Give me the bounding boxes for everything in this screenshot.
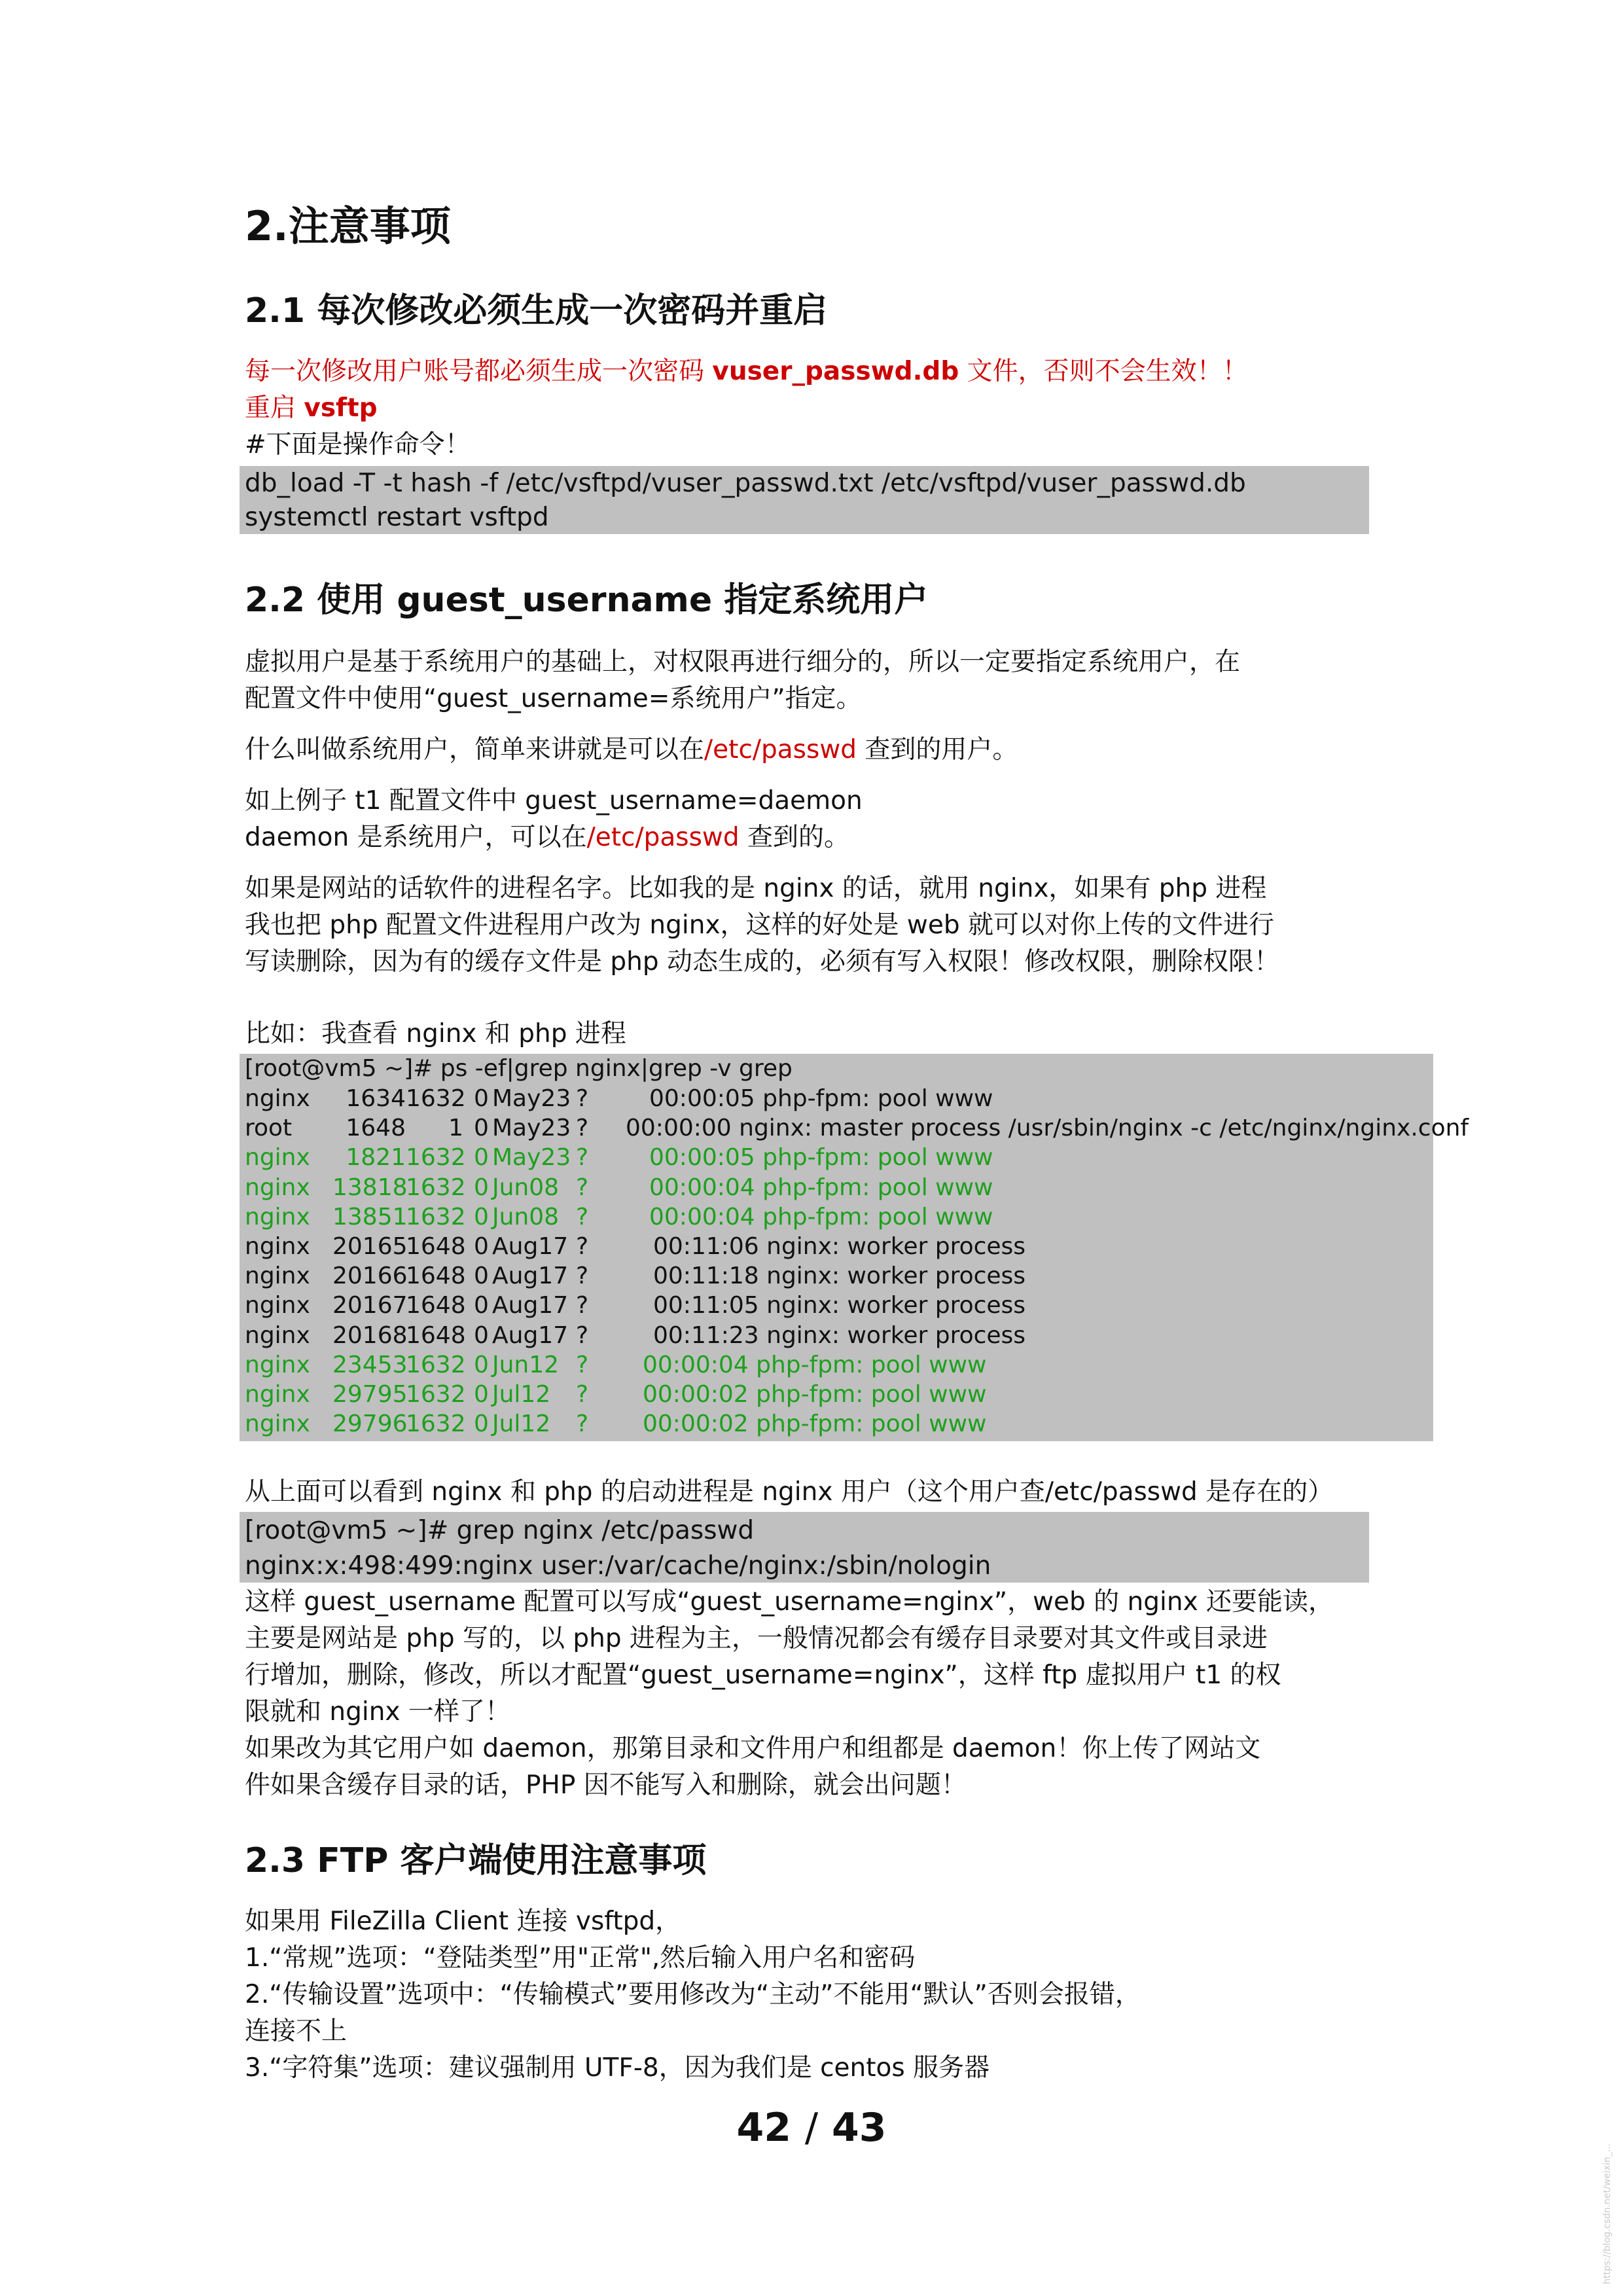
ps-cell-ppid: 1632: [406, 1174, 466, 1201]
ps-cell-stime: Aug17: [492, 1263, 569, 1290]
ps-cell-c: 0: [474, 1144, 489, 1172]
ps-cell-stime: Jul12: [492, 1410, 551, 1438]
ps-cell-user: root: [245, 1115, 293, 1142]
para5-line1: 这样 guest_username 配置可以写成“guest_username=nginx”，web 的 nginx 还要能读，: [245, 1587, 1334, 1617]
after-ps-text: 从上面可以看到 nginx 和 php 的启动进程是 nginx 用户（这个用户查/etc/passwd 是存在的）: [245, 1477, 1334, 1507]
ps-cell-c: 0: [474, 1351, 489, 1378]
heading-2-2-keyword: guest_username: [397, 581, 713, 620]
ps-cell-stime: Aug17: [492, 1321, 569, 1349]
para4-line2: 我也把 php 配置文件进程用户改为 nginx，这样的好处是 web 就可以对你上传的文件进行: [245, 910, 1274, 940]
page-total: 43: [832, 2105, 887, 2151]
para4-line3: 写读删除，因为有的缓存文件是 php 动态生成的，必须有写入权限！修改权限，删除权限！: [245, 947, 1280, 977]
ps-cell-ppid: 1648: [406, 1321, 466, 1349]
ps-cell-tty: ?: [576, 1381, 589, 1408]
para3-line2: [245, 819, 849, 856]
ps-cell-ppid: 1632: [406, 1085, 466, 1112]
ps-cell-ppid: 1632: [406, 1381, 466, 1408]
ps-cell-tty: ?: [576, 1174, 589, 1201]
ps-cell-tty: ?: [576, 1321, 589, 1349]
restart-name: vsftp: [304, 393, 378, 423]
ps-cell-time-cmd: 00:11:23 nginx: worker process: [653, 1321, 1026, 1349]
ps-cell-stime: Jun08: [492, 1203, 560, 1230]
ps-cell-tty: ?: [576, 1351, 589, 1378]
ps-cell-c: 0: [474, 1292, 489, 1319]
para3-prefix: daemon 是系统用户，可以在: [245, 823, 587, 852]
ps-cell-pid: 20166: [332, 1263, 408, 1290]
s23-item3: 3.“字符集”选项：建议强制用 UTF-8，因为我们是 centos 服务器: [245, 2053, 990, 2083]
section-title: 2.注意事项: [245, 202, 451, 250]
ps-cell-user: nginx: [245, 1351, 310, 1378]
para5-line3: 行增加，删除，修改，所以才配置“guest_username=nginx”，这样 ftp 虚拟用户 t1 的权: [245, 1660, 1281, 1690]
ps-cell-tty: ?: [576, 1292, 589, 1319]
grep-command: [root@vm5 ~]# grep nginx /etc/passwd: [245, 1516, 755, 1545]
ps-cell-stime: Jul12: [492, 1381, 551, 1408]
watermark: https://blog.csdn.net/weixin_...: [1602, 2143, 1613, 2284]
ps-cell-ppid: 1632: [406, 1144, 466, 1172]
ps-cell-c: 0: [474, 1203, 489, 1230]
example-intro: 比如：我查看 nginx 和 php 进程: [245, 1019, 626, 1049]
ps-cell-stime: May23: [492, 1085, 571, 1112]
ps-cell-pid: 20168: [332, 1321, 408, 1349]
ps-cell-pid: 1821: [346, 1144, 406, 1172]
ps-cell-time-cmd: 00:11:06 nginx: worker process: [653, 1233, 1026, 1260]
ps-cell-time-cmd: 00:00:02 php-fpm: pool www: [643, 1410, 987, 1438]
ps-cell-tty: ?: [576, 1233, 589, 1260]
heading-2-3: 2.3 FTP 客户端使用注意事项: [245, 1841, 707, 1880]
para3-path: /etc/passwd: [586, 823, 740, 852]
para2-path: /etc/passwd: [704, 735, 857, 764]
s23-item2-line1: 2.“传输设置”选项中：“传输模式”要用修改为“主动”不能用“默认”否则会报错，: [245, 1980, 1141, 2009]
ps-cell-user: nginx: [245, 1144, 310, 1172]
ps-cell-ppid: 1632: [406, 1351, 466, 1378]
ps-cell-pid: 29795: [332, 1381, 408, 1408]
ps-cell-ppid: 1648: [406, 1233, 466, 1260]
warning-suffix: 文件，否则不会生效！！: [959, 357, 1248, 386]
ps-cell-user: nginx: [245, 1233, 310, 1260]
ps-cell-user: nginx: [245, 1292, 310, 1319]
ps-cell-time-cmd: 00:11:05 nginx: worker process: [653, 1292, 1026, 1319]
heading-2-2: [245, 572, 928, 621]
page-separator: /: [804, 2105, 819, 2151]
page-number: [0, 2105, 1623, 2151]
s23-item1: 1.“常规”选项：“登陆类型”用"正常",然后输入用户名和密码: [245, 1943, 916, 1973]
ps-cell-time-cmd: 00:00:05 php-fpm: pool www: [649, 1085, 993, 1112]
ps-cell-stime: Aug17: [492, 1292, 569, 1319]
ps-cell-stime: Jun12: [492, 1351, 560, 1378]
ps-cell-time-cmd: 00:00:04 php-fpm: pool www: [649, 1174, 993, 1201]
ps-cell-user: nginx: [245, 1263, 310, 1290]
ps-cell-time-cmd: 00:00:00 nginx: master process /usr/sbin/nginx -c /etc/nginx/nginx.conf: [626, 1115, 1469, 1142]
restart-prefix: 重启: [245, 393, 304, 423]
ops-note: #下面是操作命令！: [245, 430, 471, 459]
ps-cell-stime: Aug17: [492, 1233, 569, 1260]
ps-cell-user: nginx: [245, 1410, 310, 1438]
ps-cell-user: nginx: [245, 1203, 310, 1230]
restart-line: [245, 390, 378, 427]
ps-cell-ppid: 1648: [406, 1292, 466, 1319]
ps-cell-c: 0: [474, 1410, 489, 1438]
ps-cell-pid: 20167: [332, 1292, 408, 1319]
para3-line1: 如上例子 t1 配置文件中 guest_username=daemon: [245, 786, 863, 816]
command-restart: systemctl restart vsftpd: [245, 503, 549, 532]
ps-cell-pid: 1634: [346, 1085, 406, 1112]
ps-cell-c: 0: [474, 1085, 489, 1112]
ps-cell-user: nginx: [245, 1085, 310, 1112]
ps-cell-c: 0: [474, 1263, 489, 1290]
grep-result: nginx:x:498:499:nginx user:/var/cache/nginx:/sbin/nologin: [245, 1551, 991, 1581]
ps-cell-user: nginx: [245, 1381, 310, 1408]
ps-cell-pid: 1648: [346, 1115, 406, 1142]
ps-cell-stime: Jun08: [492, 1174, 560, 1201]
ps-cell-c: 0: [474, 1233, 489, 1260]
para4-line1: 如果是网站的话软件的进程名字。比如我的是 nginx 的话，就用 nginx，如果有 php 进程: [245, 874, 1267, 903]
ps-cell-ppid: 1648: [406, 1263, 466, 1290]
para3-suffix: 查到的。: [739, 823, 849, 852]
ps-cell-time-cmd: 00:00:04 php-fpm: pool www: [643, 1351, 987, 1378]
ps-cell-c: 0: [474, 1115, 489, 1142]
ps-cell-time-cmd: 00:00:05 php-fpm: pool www: [649, 1144, 993, 1172]
page-current: 42: [736, 2105, 791, 2151]
s23-intro: 如果用 FileZilla Client 连接 vsftpd，: [245, 1907, 681, 1936]
ps-cell-c: 0: [474, 1321, 489, 1349]
para5-line2: 主要是网站是 php 写的，以 php 进程为主，一般情况都会有缓存目录要对其文件或目录进: [245, 1624, 1268, 1653]
para6-line1: 如果改为其它用户如 daemon，那第目录和文件用户和组都是 daemon！你上传了网站文: [245, 1734, 1261, 1763]
ps-cell-c: 0: [474, 1174, 489, 1201]
ps-cell-pid: 13851: [332, 1203, 408, 1230]
para5-line4: 限就和 nginx 一样了！: [245, 1697, 510, 1727]
ps-cell-tty: ?: [576, 1203, 589, 1230]
ps-cell-pid: 13818: [332, 1174, 408, 1201]
warning-line: [245, 353, 1248, 390]
ps-cell-stime: May23: [492, 1115, 571, 1142]
warning-file: vuser_passwd.db: [712, 357, 959, 386]
ps-cell-user: nginx: [245, 1174, 310, 1201]
ps-cell-ppid: 1: [448, 1115, 463, 1142]
ps-cell-time-cmd: 00:00:04 php-fpm: pool www: [649, 1203, 993, 1230]
para1-line1: 虚拟用户是基于系统用户的基础上，对权限再进行细分的，所以一定要指定系统用户，在: [245, 647, 1241, 677]
command-db-load: db_load -T -t hash -f /etc/vsftpd/vuser_passwd.txt /etc/vsftpd/vuser_passwd.db: [245, 469, 1246, 498]
para2: [245, 732, 1018, 768]
ps-cell-pid: 23453: [332, 1351, 408, 1378]
para2-prefix: 什么叫做系统用户，简单来讲就是可以在: [245, 735, 705, 764]
ps-cell-time-cmd: 00:00:02 php-fpm: pool www: [643, 1381, 987, 1408]
ps-cell-ppid: 1632: [406, 1410, 466, 1438]
para1-line2: 配置文件中使用“guest_username=系统用户”指定。: [245, 684, 862, 713]
warning-prefix: 每一次修改用户账号都必须生成一次密码: [245, 357, 713, 386]
ps-cell-ppid: 1632: [406, 1203, 466, 1230]
ps-cell-pid: 20165: [332, 1233, 408, 1260]
ps-cell-c: 0: [474, 1381, 489, 1408]
heading-2-2-suffix: 指定系统用户: [712, 581, 929, 620]
ps-cell-tty: ?: [576, 1115, 589, 1142]
ps-command: [root@vm5 ~]# ps -ef|grep nginx|grep -v grep: [245, 1055, 793, 1082]
ps-cell-time-cmd: 00:11:18 nginx: worker process: [653, 1263, 1026, 1290]
heading-2-1: 2.1 每次修改必须生成一次密码并重启: [245, 291, 828, 331]
para6-line2: 件如果含缓存目录的话，PHP 因不能写入和删除，就会出问题！: [245, 1770, 967, 1800]
ps-cell-user: nginx: [245, 1321, 310, 1349]
heading-2-2-prefix: 2.2 使用: [245, 581, 397, 620]
ps-cell-tty: ?: [576, 1263, 589, 1290]
ps-cell-tty: ?: [576, 1410, 589, 1438]
ps-cell-tty: ?: [576, 1085, 589, 1112]
para2-suffix: 查到的用户。: [856, 735, 1018, 764]
s23-item2-line2: 连接不上: [245, 2017, 348, 2046]
ps-cell-pid: 29796: [332, 1410, 408, 1438]
ps-cell-stime: May23: [492, 1144, 571, 1172]
ps-cell-tty: ?: [576, 1144, 589, 1172]
